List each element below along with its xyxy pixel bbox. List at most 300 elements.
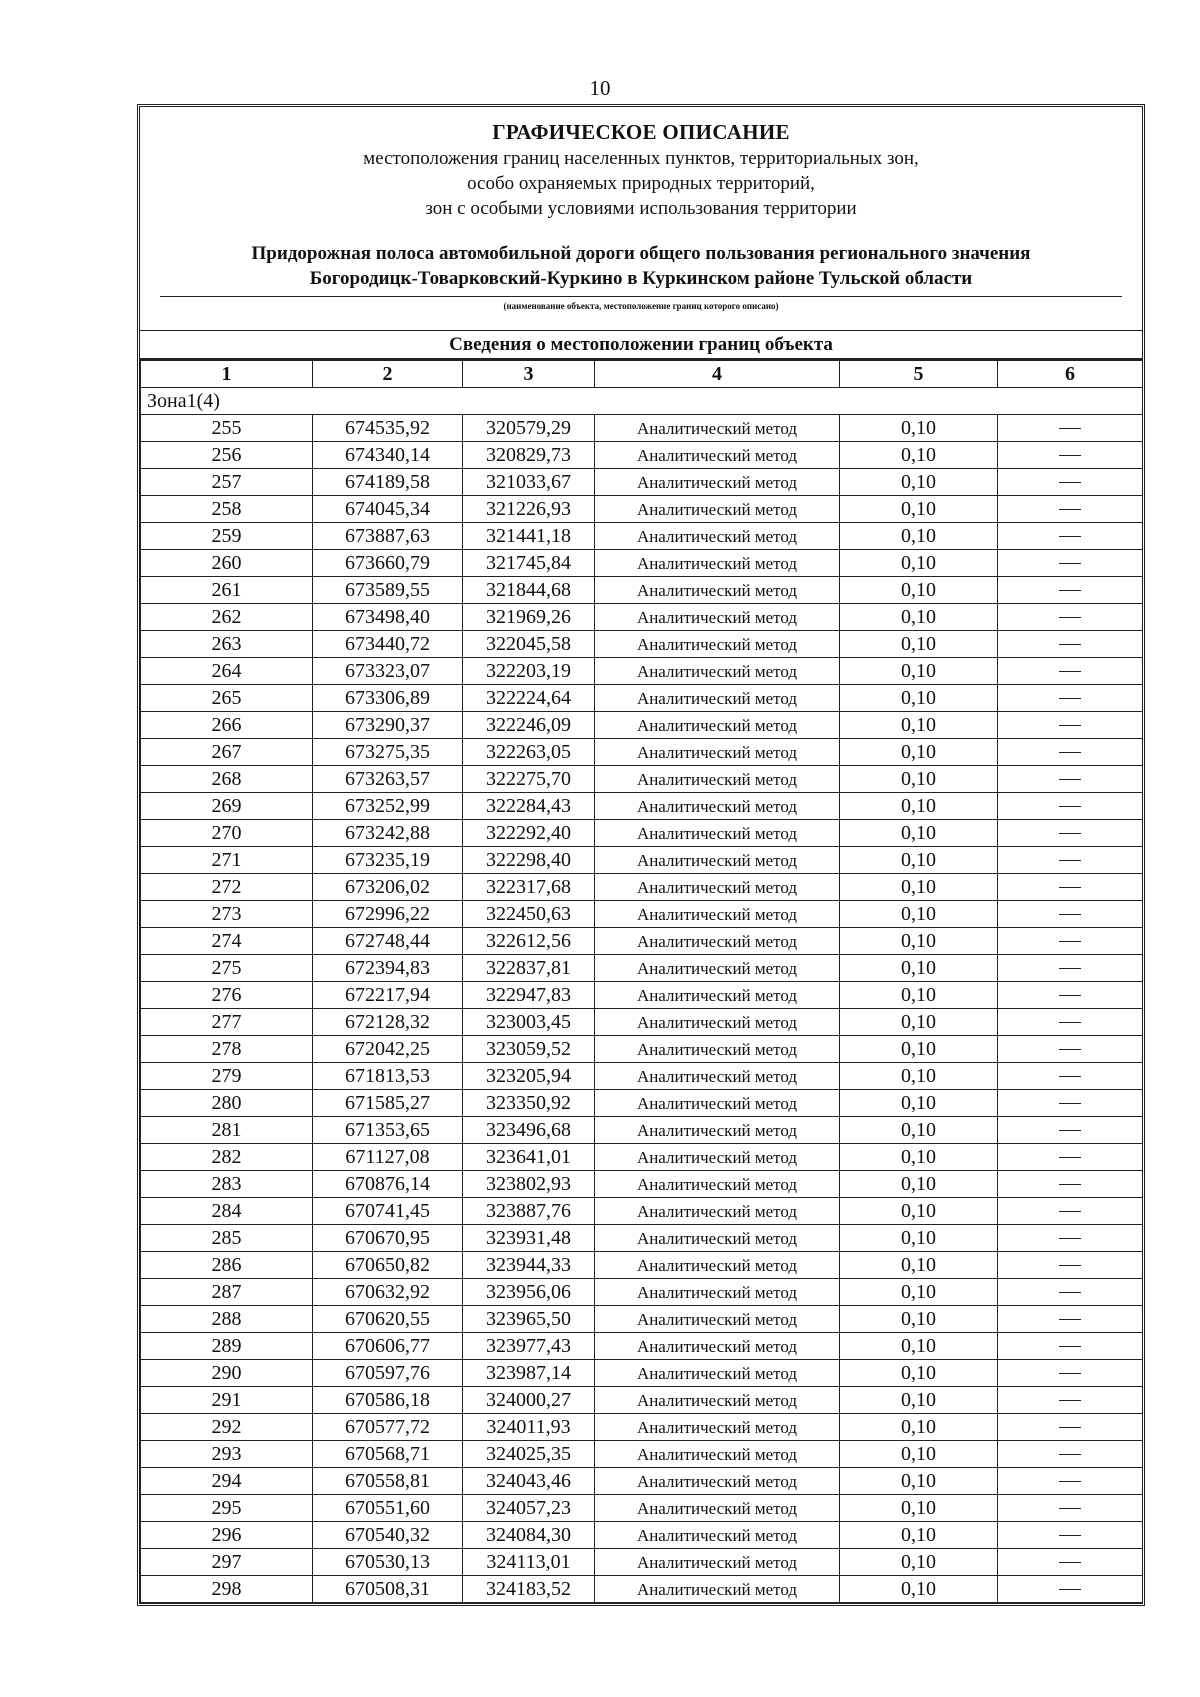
accuracy-cell: 0,10 xyxy=(840,1198,998,1225)
coord-x: 673242,88 xyxy=(313,820,463,847)
description-cell xyxy=(998,712,1143,739)
point-number: 260 xyxy=(141,550,313,577)
coord-y: 322317,68 xyxy=(463,874,595,901)
coord-x: 673498,40 xyxy=(313,604,463,631)
coord-y: 320579,29 xyxy=(463,415,595,442)
coord-y: 322275,70 xyxy=(463,766,595,793)
page-number: 10 xyxy=(589,76,611,100)
description-cell xyxy=(998,1549,1143,1576)
method-cell: Аналитический метод xyxy=(595,1495,840,1522)
point-number: 298 xyxy=(141,1576,313,1603)
section-title: Сведения о местоположении границ объекта xyxy=(140,331,1142,360)
description-cell xyxy=(998,982,1143,1009)
accuracy-cell: 0,10 xyxy=(840,1333,998,1360)
dash-mark xyxy=(1059,1292,1081,1293)
dash-mark xyxy=(1059,887,1081,888)
accuracy-cell: 0,10 xyxy=(840,739,998,766)
dash-mark xyxy=(1059,1265,1081,1266)
method-cell: Аналитический метод xyxy=(595,1252,840,1279)
point-number: 269 xyxy=(141,793,313,820)
description-cell xyxy=(998,1387,1143,1414)
accuracy-cell: 0,10 xyxy=(840,1036,998,1063)
description-cell xyxy=(998,1009,1143,1036)
coord-x: 670670,95 xyxy=(313,1225,463,1252)
dash-mark xyxy=(1059,1427,1081,1428)
dash-mark xyxy=(1059,428,1081,429)
accuracy-cell: 0,10 xyxy=(840,874,998,901)
table-row xyxy=(141,793,1143,820)
point-number: 287 xyxy=(141,1279,313,1306)
dash-mark xyxy=(1059,1400,1081,1401)
col-header-3: 3 xyxy=(463,361,595,388)
description-cell xyxy=(998,1468,1143,1495)
accuracy-cell: 0,10 xyxy=(840,415,998,442)
coord-x: 670741,45 xyxy=(313,1198,463,1225)
coord-y: 323003,45 xyxy=(463,1009,595,1036)
coord-x: 670540,32 xyxy=(313,1522,463,1549)
table-row xyxy=(141,496,1143,523)
coord-x: 671353,65 xyxy=(313,1117,463,1144)
table-row xyxy=(141,712,1143,739)
dash-mark xyxy=(1059,833,1081,834)
accuracy-cell: 0,10 xyxy=(840,793,998,820)
description-cell xyxy=(998,1279,1143,1306)
description-cell xyxy=(998,1576,1143,1603)
dash-mark xyxy=(1059,1157,1081,1158)
accuracy-cell: 0,10 xyxy=(840,982,998,1009)
accuracy-cell: 0,10 xyxy=(840,1117,998,1144)
table-row xyxy=(141,1387,1143,1414)
dash-mark xyxy=(1059,509,1081,510)
description-cell xyxy=(998,928,1143,955)
method-cell: Аналитический метод xyxy=(595,1549,840,1576)
accuracy-cell: 0,10 xyxy=(840,1090,998,1117)
point-number: 265 xyxy=(141,685,313,712)
point-number: 262 xyxy=(141,604,313,631)
accuracy-cell: 0,10 xyxy=(840,1171,998,1198)
coord-y: 322263,05 xyxy=(463,739,595,766)
coord-x: 670876,14 xyxy=(313,1171,463,1198)
dash-mark xyxy=(1059,1319,1081,1320)
description-cell xyxy=(998,847,1143,874)
accuracy-cell: 0,10 xyxy=(840,1441,998,1468)
point-number: 296 xyxy=(141,1522,313,1549)
point-number: 283 xyxy=(141,1171,313,1198)
accuracy-cell: 0,10 xyxy=(840,1387,998,1414)
coord-y: 323977,43 xyxy=(463,1333,595,1360)
coord-x: 673290,37 xyxy=(313,712,463,739)
table-row xyxy=(141,685,1143,712)
dash-mark xyxy=(1059,1049,1081,1050)
table-row xyxy=(141,1360,1143,1387)
method-cell: Аналитический метод xyxy=(595,874,840,901)
accuracy-cell: 0,10 xyxy=(840,631,998,658)
point-number: 295 xyxy=(141,1495,313,1522)
description-cell xyxy=(998,1117,1143,1144)
method-cell: Аналитический метод xyxy=(595,928,840,955)
point-number: 268 xyxy=(141,766,313,793)
table-row xyxy=(141,766,1143,793)
col-header-5: 5 xyxy=(840,361,998,388)
dash-mark xyxy=(1059,1535,1081,1536)
coord-y: 321033,67 xyxy=(463,469,595,496)
point-number: 291 xyxy=(141,1387,313,1414)
coord-x: 672748,44 xyxy=(313,928,463,955)
description-cell xyxy=(998,793,1143,820)
accuracy-cell: 0,10 xyxy=(840,1468,998,1495)
table-row xyxy=(141,1036,1143,1063)
point-number: 297 xyxy=(141,1549,313,1576)
accuracy-cell: 0,10 xyxy=(840,442,998,469)
method-cell: Аналитический метод xyxy=(595,1090,840,1117)
coord-x: 670568,71 xyxy=(313,1441,463,1468)
method-cell: Аналитический метод xyxy=(595,442,840,469)
coord-y: 322224,64 xyxy=(463,685,595,712)
accuracy-cell: 0,10 xyxy=(840,820,998,847)
description-cell xyxy=(998,577,1143,604)
coord-x: 672128,32 xyxy=(313,1009,463,1036)
description-cell xyxy=(998,469,1143,496)
description-cell xyxy=(998,1522,1143,1549)
table-row xyxy=(141,1063,1143,1090)
point-number: 258 xyxy=(141,496,313,523)
dash-mark xyxy=(1059,563,1081,564)
coord-y: 322612,56 xyxy=(463,928,595,955)
point-number: 276 xyxy=(141,982,313,1009)
coord-y: 323965,50 xyxy=(463,1306,595,1333)
coord-x: 673252,99 xyxy=(313,793,463,820)
coord-x: 670597,76 xyxy=(313,1360,463,1387)
method-cell: Аналитический метод xyxy=(595,1333,840,1360)
coord-y: 321844,68 xyxy=(463,577,595,604)
accuracy-cell: 0,10 xyxy=(840,496,998,523)
dash-mark xyxy=(1059,995,1081,996)
accuracy-cell: 0,10 xyxy=(840,1549,998,1576)
point-number: 284 xyxy=(141,1198,313,1225)
method-cell: Аналитический метод xyxy=(595,631,840,658)
document-title: ГРАФИЧЕСКОЕ ОПИСАНИЕ xyxy=(492,120,790,144)
header-spacer xyxy=(140,313,1142,331)
description-cell xyxy=(998,1495,1143,1522)
accuracy-cell: 0,10 xyxy=(840,712,998,739)
col-header-4: 4 xyxy=(595,361,840,388)
object-name-line-1: Придорожная полоса автомобильной дороги общего пользования регионального значения xyxy=(251,243,1031,264)
dash-mark xyxy=(1059,914,1081,915)
accuracy-cell: 0,10 xyxy=(840,847,998,874)
col-header-6: 6 xyxy=(998,361,1143,388)
description-cell xyxy=(998,1171,1143,1198)
point-number: 274 xyxy=(141,928,313,955)
coord-y: 321745,84 xyxy=(463,550,595,577)
coord-y: 322292,40 xyxy=(463,820,595,847)
coord-x: 674045,34 xyxy=(313,496,463,523)
accuracy-cell: 0,10 xyxy=(840,469,998,496)
table-row xyxy=(141,1414,1143,1441)
coord-x: 670586,18 xyxy=(313,1387,463,1414)
method-cell: Аналитический метод xyxy=(595,685,840,712)
coord-x: 671585,27 xyxy=(313,1090,463,1117)
table-row xyxy=(141,1252,1143,1279)
method-cell: Аналитический метод xyxy=(595,1117,840,1144)
dash-mark xyxy=(1059,725,1081,726)
dash-mark xyxy=(1059,1481,1081,1482)
dash-mark xyxy=(1059,752,1081,753)
dash-mark xyxy=(1059,1454,1081,1455)
point-number: 278 xyxy=(141,1036,313,1063)
coord-x: 674340,14 xyxy=(313,442,463,469)
method-cell: Аналитический метод xyxy=(595,1198,840,1225)
coordinates-table xyxy=(140,360,1143,1603)
method-cell: Аналитический метод xyxy=(595,577,840,604)
table-row xyxy=(141,1090,1143,1117)
coord-y: 323205,94 xyxy=(463,1063,595,1090)
coord-y: 321226,93 xyxy=(463,496,595,523)
method-cell: Аналитический метод xyxy=(595,1468,840,1495)
table-row xyxy=(141,1225,1143,1252)
coord-x: 672996,22 xyxy=(313,901,463,928)
accuracy-cell: 0,10 xyxy=(840,1576,998,1603)
point-number: 266 xyxy=(141,712,313,739)
dash-mark xyxy=(1059,617,1081,618)
method-cell: Аналитический метод xyxy=(595,1063,840,1090)
description-cell xyxy=(998,955,1143,982)
accuracy-cell: 0,10 xyxy=(840,658,998,685)
dash-mark xyxy=(1059,1103,1081,1104)
coord-y: 321969,26 xyxy=(463,604,595,631)
dash-mark xyxy=(1059,1508,1081,1509)
dash-mark xyxy=(1059,698,1081,699)
method-cell: Аналитический метод xyxy=(595,604,840,631)
table-row xyxy=(141,1495,1143,1522)
point-number: 272 xyxy=(141,874,313,901)
description-cell xyxy=(998,820,1143,847)
method-cell: Аналитический метод xyxy=(595,415,840,442)
coord-x: 673589,55 xyxy=(313,577,463,604)
table-row xyxy=(141,1522,1143,1549)
point-number: 257 xyxy=(141,469,313,496)
method-cell: Аналитический метод xyxy=(595,1279,840,1306)
coord-x: 673263,57 xyxy=(313,766,463,793)
coord-x: 670530,13 xyxy=(313,1549,463,1576)
coord-y: 322450,63 xyxy=(463,901,595,928)
coord-y: 322203,19 xyxy=(463,658,595,685)
accuracy-cell: 0,10 xyxy=(840,523,998,550)
table-row xyxy=(141,1279,1143,1306)
method-cell: Аналитический метод xyxy=(595,550,840,577)
table-row xyxy=(141,1333,1143,1360)
object-underline xyxy=(160,296,1122,297)
table-row xyxy=(141,604,1143,631)
subtitle-line-3: зон с особыми условиями использования территории xyxy=(425,198,857,219)
dash-mark xyxy=(1059,1211,1081,1212)
accuracy-cell: 0,10 xyxy=(840,550,998,577)
method-cell: Аналитический метод xyxy=(595,955,840,982)
point-number: 294 xyxy=(141,1468,313,1495)
description-cell xyxy=(998,1306,1143,1333)
coord-y: 323931,48 xyxy=(463,1225,595,1252)
accuracy-cell: 0,10 xyxy=(840,1360,998,1387)
coord-y: 322947,83 xyxy=(463,982,595,1009)
coord-x: 673235,19 xyxy=(313,847,463,874)
coord-y: 323350,92 xyxy=(463,1090,595,1117)
accuracy-cell: 0,10 xyxy=(840,1306,998,1333)
dash-mark xyxy=(1059,1589,1081,1590)
description-cell xyxy=(998,874,1143,901)
coord-y: 322284,43 xyxy=(463,793,595,820)
point-number: 289 xyxy=(141,1333,313,1360)
point-number: 270 xyxy=(141,820,313,847)
dash-mark xyxy=(1059,968,1081,969)
coord-x: 670508,31 xyxy=(313,1576,463,1603)
coord-y: 320829,73 xyxy=(463,442,595,469)
method-cell: Аналитический метод xyxy=(595,1144,840,1171)
accuracy-cell: 0,10 xyxy=(840,1144,998,1171)
table-row xyxy=(141,874,1143,901)
coord-x: 673206,02 xyxy=(313,874,463,901)
zone-row xyxy=(141,388,1143,415)
point-number: 273 xyxy=(141,901,313,928)
method-cell: Аналитический метод xyxy=(595,1576,840,1603)
coord-y: 322045,58 xyxy=(463,631,595,658)
coord-x: 673323,07 xyxy=(313,658,463,685)
coord-x: 670577,72 xyxy=(313,1414,463,1441)
description-cell xyxy=(998,1414,1143,1441)
method-cell: Аналитический метод xyxy=(595,847,840,874)
point-number: 277 xyxy=(141,1009,313,1036)
description-cell xyxy=(998,685,1143,712)
description-cell xyxy=(998,523,1143,550)
description-cell xyxy=(998,1252,1143,1279)
method-cell: Аналитический метод xyxy=(595,496,840,523)
method-cell: Аналитический метод xyxy=(595,739,840,766)
method-cell: Аналитический метод xyxy=(595,523,840,550)
method-cell: Аналитический метод xyxy=(595,1360,840,1387)
point-number: 280 xyxy=(141,1090,313,1117)
col-header-1: 1 xyxy=(141,361,313,388)
table-row xyxy=(141,1117,1143,1144)
method-cell: Аналитический метод xyxy=(595,1414,840,1441)
accuracy-cell: 0,10 xyxy=(840,1522,998,1549)
column-header-row xyxy=(141,361,1143,388)
accuracy-cell: 0,10 xyxy=(840,1063,998,1090)
table-row xyxy=(141,1009,1143,1036)
coord-y: 323802,93 xyxy=(463,1171,595,1198)
coord-x: 672042,25 xyxy=(313,1036,463,1063)
table-row xyxy=(141,415,1143,442)
description-cell xyxy=(998,1441,1143,1468)
point-number: 271 xyxy=(141,847,313,874)
dash-mark xyxy=(1059,1130,1081,1131)
coord-x: 673306,89 xyxy=(313,685,463,712)
method-cell: Аналитический метод xyxy=(595,1036,840,1063)
table-row xyxy=(141,469,1143,496)
description-cell xyxy=(998,1360,1143,1387)
table-row xyxy=(141,442,1143,469)
method-cell: Аналитический метод xyxy=(595,766,840,793)
dash-mark xyxy=(1059,860,1081,861)
table-row xyxy=(141,1576,1143,1603)
coord-x: 671127,08 xyxy=(313,1144,463,1171)
coord-y: 324011,93 xyxy=(463,1414,595,1441)
subtitle-line-1: местоположения границ населенных пунктов, территориальных зон, xyxy=(363,148,919,169)
coord-y: 322837,81 xyxy=(463,955,595,982)
coord-x: 673275,35 xyxy=(313,739,463,766)
coord-x: 674535,92 xyxy=(313,415,463,442)
description-cell xyxy=(998,1036,1143,1063)
coord-y: 324057,23 xyxy=(463,1495,595,1522)
dash-mark xyxy=(1059,671,1081,672)
dash-mark xyxy=(1059,455,1081,456)
point-number: 255 xyxy=(141,415,313,442)
coord-x: 670650,82 xyxy=(313,1252,463,1279)
coord-y: 322246,09 xyxy=(463,712,595,739)
method-cell: Аналитический метод xyxy=(595,712,840,739)
dash-mark xyxy=(1059,1346,1081,1347)
accuracy-cell: 0,10 xyxy=(840,1414,998,1441)
accuracy-cell: 0,10 xyxy=(840,1252,998,1279)
accuracy-cell: 0,10 xyxy=(840,1009,998,1036)
description-cell xyxy=(998,1333,1143,1360)
coord-x: 671813,53 xyxy=(313,1063,463,1090)
point-number: 263 xyxy=(141,631,313,658)
method-cell: Аналитический метод xyxy=(595,793,840,820)
description-cell xyxy=(998,658,1143,685)
dash-mark xyxy=(1059,482,1081,483)
description-cell xyxy=(998,496,1143,523)
point-number: 267 xyxy=(141,739,313,766)
table-row xyxy=(141,1306,1143,1333)
table-row xyxy=(141,1171,1143,1198)
description-cell xyxy=(998,1063,1143,1090)
method-cell: Аналитический метод xyxy=(595,1441,840,1468)
coord-y: 324000,27 xyxy=(463,1387,595,1414)
point-number: 285 xyxy=(141,1225,313,1252)
coord-y: 323641,01 xyxy=(463,1144,595,1171)
table-row xyxy=(141,928,1143,955)
coord-x: 672217,94 xyxy=(313,982,463,1009)
col-header-2: 2 xyxy=(313,361,463,388)
table-row xyxy=(141,523,1143,550)
coord-y: 323887,76 xyxy=(463,1198,595,1225)
accuracy-cell: 0,10 xyxy=(840,928,998,955)
coord-y: 323956,06 xyxy=(463,1279,595,1306)
dash-mark xyxy=(1059,1184,1081,1185)
method-cell: Аналитический метод xyxy=(595,820,840,847)
dash-mark xyxy=(1059,806,1081,807)
coord-x: 673887,63 xyxy=(313,523,463,550)
coord-x: 670551,60 xyxy=(313,1495,463,1522)
method-cell: Аналитический метод xyxy=(595,1387,840,1414)
method-cell: Аналитический метод xyxy=(595,469,840,496)
object-name-line-2: Богородицк-Товарковский-Куркино в Куркинском районе Тульской области xyxy=(309,268,973,289)
description-cell xyxy=(998,766,1143,793)
dash-mark xyxy=(1059,590,1081,591)
accuracy-cell: 0,10 xyxy=(840,766,998,793)
point-number: 292 xyxy=(141,1414,313,1441)
accuracy-cell: 0,10 xyxy=(840,1279,998,1306)
coord-y: 323987,14 xyxy=(463,1360,595,1387)
method-cell: Аналитический метод xyxy=(595,1225,840,1252)
table-row xyxy=(141,820,1143,847)
coord-x: 670620,55 xyxy=(313,1306,463,1333)
coord-y: 324025,35 xyxy=(463,1441,595,1468)
coord-y: 323944,33 xyxy=(463,1252,595,1279)
coord-x: 670606,77 xyxy=(313,1333,463,1360)
point-number: 275 xyxy=(141,955,313,982)
method-cell: Аналитический метод xyxy=(595,1009,840,1036)
method-cell: Аналитический метод xyxy=(595,982,840,1009)
description-cell xyxy=(998,901,1143,928)
